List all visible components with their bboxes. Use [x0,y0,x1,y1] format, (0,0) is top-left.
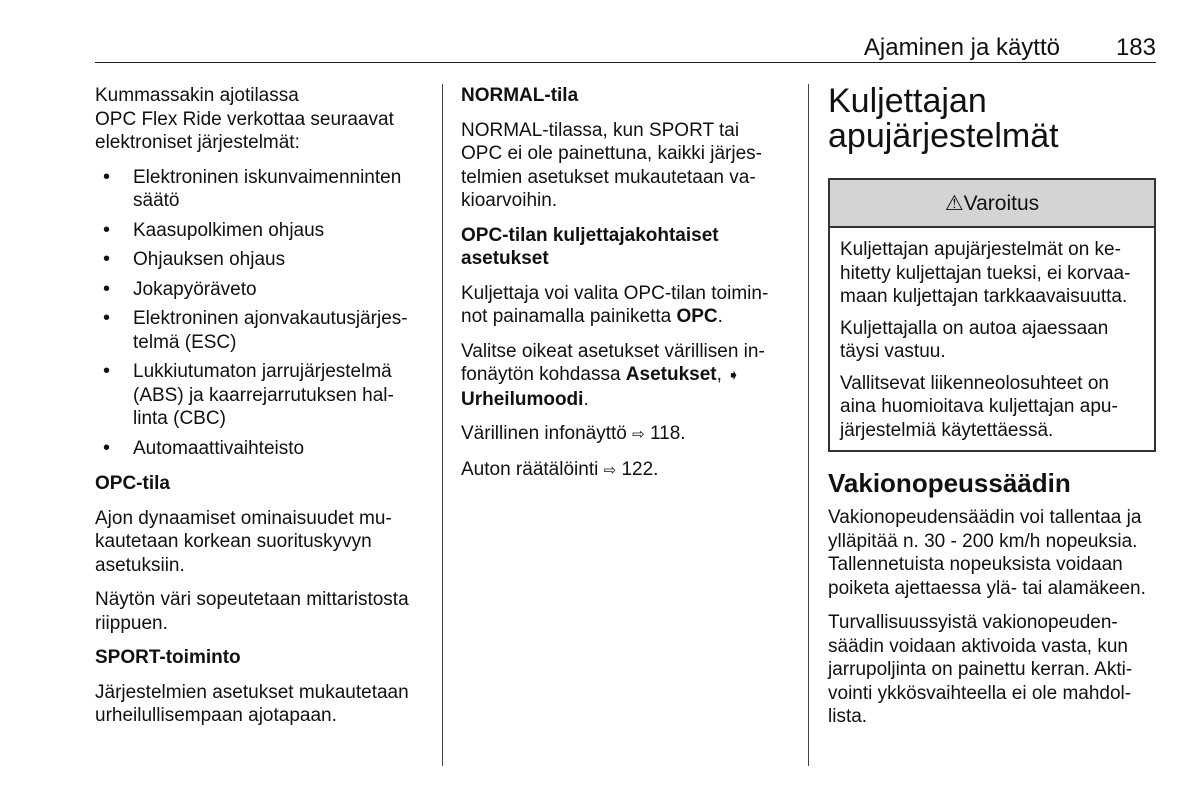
intro-line-3: elektroniset järjestelmät: [95,132,300,153]
list-item: • Lukkiutumaton jarrujärjestelmä (ABS) ja kaarrejarrutuksen hal- linta (CBC) [95,360,430,431]
column-middle [461,84,796,493]
warning-paragraph-1: Kuljettajan apujärjestelmät on ke- hitetty kuljettajan tueksi, ei korvaa- maan kuljettajan tarkkaavaisuutta. [840,239,1131,307]
warning-paragraph-3: Vallitsevat liikenneolosuhteet on aina huomioitava kuljettajan apu- järjestelmiä käytettäessä. [840,372,1118,441]
list-item: • Jokapyöräveto [95,278,430,302]
opc-mode-paragraph-2: Näytön väri sopeutetaan mittaristosta riippuen. [95,589,409,634]
list-item: • Ohjauksen ohjaus [95,248,430,272]
menu-arrow-icon: ➧ [727,367,740,384]
section-title: Kuljettajan apujärjestelmät [828,82,1059,155]
opc-custom-heading: OPC-tilan kuljettajakohtaiset asetukset [461,224,719,269]
warning-header [830,180,1154,228]
intro-paragraph [95,84,430,155]
page-number: 183 [1115,34,1156,61]
cruise-control-title: Vakionopeussäädin [828,468,1071,498]
warning-box [828,178,1156,452]
system-list [95,166,430,461]
opc-custom-paragraph-2: Valitse oikeat asetukset värillisen in- fonäytön kohdassa Asetukset, ➧ Urheilumoodi. [461,340,765,410]
normal-mode-paragraph: NORMAL-tilassa, kun SPORT tai OPC ei ole painettuna, kaikki järjes- telmien asetukset mukautetaan va- kioarvoihin. [461,119,762,211]
page-reference-icon: ⇨ [603,461,617,479]
warning-body [830,228,1154,442]
cruise-paragraph-1: Vakionopeudensäädin voi tallentaa ja ylläpitää n. 30 - 200 km/h nopeuksia. Tallennetuista nopeuksista voidaan poiketa ajettaessa ylä- tai alamäkeen. [828,507,1146,599]
opc-custom-paragraph-1: Kuljettaja voi valita OPC-tilan toimin- not painamalla painiketta OPC. [461,282,769,327]
list-item: • Elektroninen iskunvaimenninten säätö [95,166,430,213]
sport-paragraph: Järjestelmien asetukset mukautetaan urheilullisempaan ajotapaan. [95,681,409,726]
reference-info-display: Värillinen infonäyttö ⇨ 118. [461,423,686,444]
column-right [828,84,1156,740]
cruise-paragraph-2: Turvallisuussyistä vakionopeuden- säädin voidaan aktivoida vasta, kun jarrupoljinta on painettu kerran. Akti- vointi ykkösvaihteella ei ole mahdol- lista. [828,612,1133,727]
list-item: • Elektroninen ajonvakautusjärjes- telmä (ESC) [95,307,430,354]
column-divider-2 [808,84,809,766]
list-item: • Automaattivaihteisto [95,437,430,461]
normal-mode-heading: NORMAL-tila [461,85,579,106]
page-reference-icon: ⇨ [632,426,645,443]
warning-label: Varoitus [963,192,1040,215]
sport-heading: SPORT-toiminto [95,647,241,668]
column-left [95,84,430,739]
header-divider [95,62,1156,63]
reference-vehicle-personalisation: Auton räätälöinti ⇨ 122. [461,458,659,480]
warning-icon: ⚠ [944,192,964,215]
intro-line-1: Kummassakin ajotilassa [95,85,299,106]
column-divider-1 [442,84,443,766]
opc-mode-heading: OPC-tila [95,473,170,494]
list-item: • Kaasupolkimen ohjaus [95,219,430,243]
opc-mode-paragraph-1: Ajon dynaamiset ominaisuudet mu- kautetaan korkean suorituskyvyn asetuksiin. [95,507,392,576]
intro-line-2: OPC Flex Ride verkottaa seuraavat [95,108,394,130]
warning-paragraph-2: Kuljettajalla on autoa ajaessaan täysi vastuu. [840,317,1109,362]
chapter-title: Ajaminen ja käyttö [863,34,1060,61]
